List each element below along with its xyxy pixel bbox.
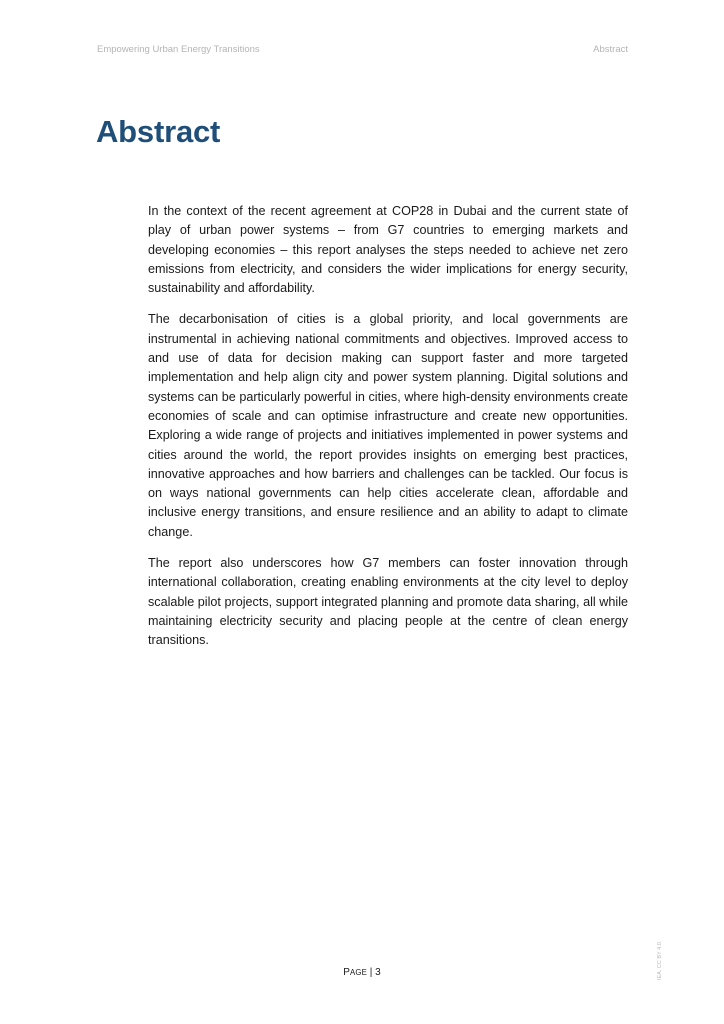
abstract-paragraph-1: In the context of the recent agreement at COP28 in Dubai and the current state of play of urban power systems – from G7 countries to emerging markets and developing economies – this report analyses the steps needed to achieve net zero emissions from electricity, and considers the wider implications for energy security, sustainability and affordability. <box>148 204 628 296</box>
abstract-paragraph-3: The report also underscores how G7 members can foster innovation through international collaboration, creating enabling environments at the city level to deploy scalable pilot projects, support integrated planning and promote data sharing, all while maintaining electricity security and placing people at the centre of clean energy transitions. <box>148 556 628 648</box>
page-footer <box>0 967 724 978</box>
abstract-body <box>148 202 628 663</box>
running-header-document-title: Empowering Urban Energy Transitions <box>97 44 260 55</box>
running-header-section-title: Abstract <box>593 44 628 55</box>
page-label-initial: P <box>343 967 350 978</box>
abstract-paragraph-2: The decarbonisation of cities is a global priority, and local governments are instrumental in achieving national commitments and objectives. Improved access to and use of data for decision making can support faster and more targeted implementation and help align city and power system planning. Digital solutions and systems can be particularly powerful in cities, where high-density environments create economies of scale and can optimise infrastructure and create new opportunities. Exploring a wide range of projects and initiatives implemented in power systems and cities around the world, the report provides insights on emerging best practices, innovative approaches and how barriers and challenges can be tackled. Our focus is on ways national governments can help cities accelerate clean, affordable and inclusive energy transitions, and ensure resilience and an ability to adapt to climate change. <box>148 312 628 539</box>
page-title: Abstract <box>96 114 221 149</box>
running-header <box>97 44 628 58</box>
license-note: IEA. CC BY 4.0. <box>657 940 663 980</box>
page-number: 3 <box>375 967 381 978</box>
page-separator: | <box>367 967 376 978</box>
page-label-rest: AGE <box>349 968 368 977</box>
